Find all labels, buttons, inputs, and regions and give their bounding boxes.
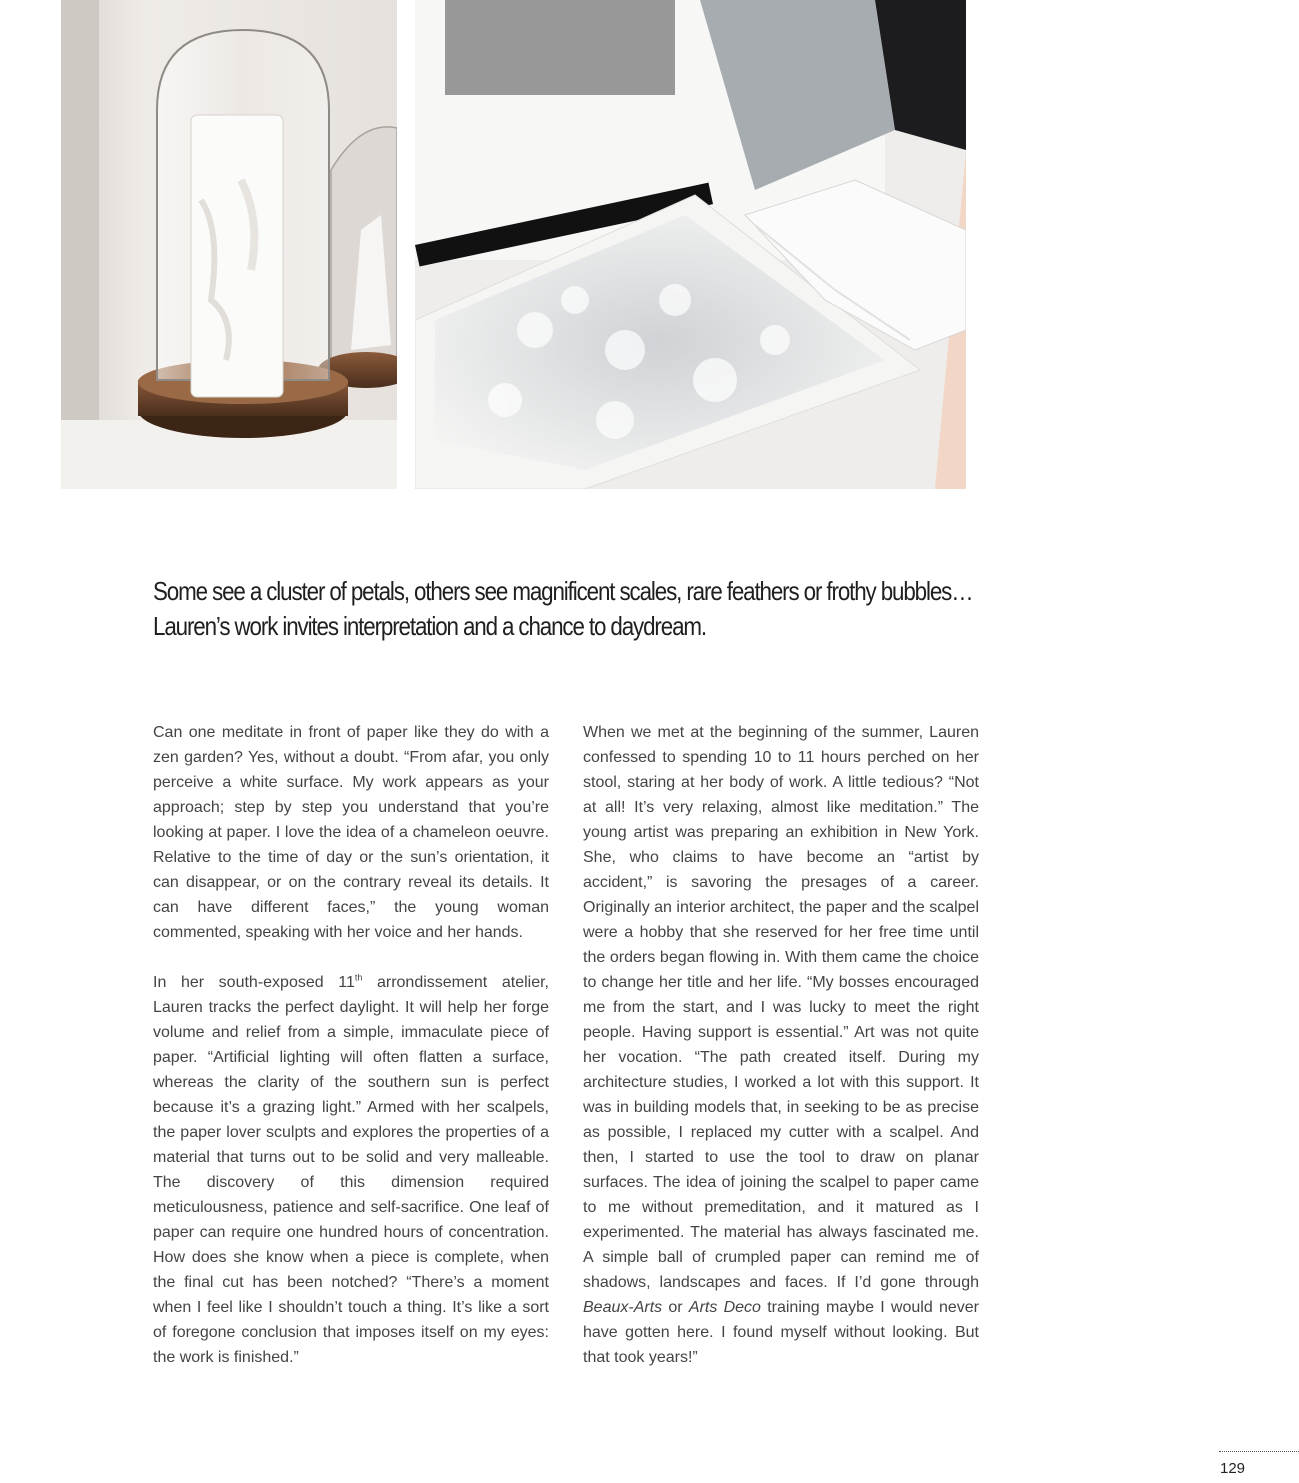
paper-artworks-illustration — [415, 0, 966, 489]
article-text: arrondissement atelier, Lauren tracks the perfect daylight. It will help her forge volume and relief from a simple, immaculate piece of paper. “Artificial lighting will often flatten a surface, whereas the clarity of the southern sun is perfect because it’s a grazing light.” Armed with her scalpels, the paper lover sculpts and explores the properties of a material that turns out to be solid and very malleable. The discovery of this dimension required meticulousness, patience and self-sacrifice. One leaf of paper can require one hundred hours of concentration. How does she know when a piece is complete, when the final cut has been notched? “There’s a moment when I feel like I shouldn’t touch a thing. It’s like a sort of foregone conclusion that imposes itself on my eyes: the work is finished.” — [153, 974, 549, 1366]
page-number: 129 — [1220, 1460, 1246, 1477]
italic-school-name: Beaux-Arts — [583, 1299, 663, 1316]
photo-paper-artworks — [415, 0, 966, 489]
dotted-rule — [1219, 1451, 1299, 1452]
glass-cloches-illustration — [61, 0, 397, 489]
article-paragraph: Can one meditate in front of paper like they do with a zen garden? Yes, without a doubt. “From afar, you only perceive a white surface. My work appears as your approach; step by step you understand that you’re looking at paper. I love the idea of a chameleon oeuvre. Relative to the time of day or the sun’s orientation, it can disappear, or on the contrary reveal its details. It can have different faces,” the young woman commented, speaking with her voice and her hands. — [153, 724, 549, 941]
photo-glass-cloches — [61, 0, 397, 489]
article-text: When we met at the beginning of the summer, Lauren confessed to spending 10 to 11 hours perched on her stool, staring at her body of work. A little tedious? “Not at all! It’s very relaxing, almost like meditation.” The young artist was preparing an exhibition in New York. She, who claims to have become an “artist by accident,” is savoring the presages of a career. Originally an interior architect, the paper and the scalpel were a hobby that she reserved for her free time until the orders began flowing in. With them came the choice to change her title and her life. “My bosses encouraged me from the start, and I was lucky to meet the right people. Having support is essential.” Art was not quite her vocation. “The path created itself. During my architecture studies, I worked a lot with this support. It was in building models that, in seeking to be as precise as possible, I replaced my cutter with a scalpel. And then, I started to use the tool to draw on planar surfaces. The idea of joining the scalpel to paper came to me without premeditation, and it matured as I experimented. The material has always fascinated me. A simple ball of crumpled paper can remind me of shadows, landscapes and faces. If I’d gone through — [583, 724, 979, 1291]
ordinal-suffix: th — [354, 972, 363, 983]
pull-quote-line-2: Lauren’s work invites interpretation and a chance to daydream. — [153, 611, 706, 641]
article-text: In her south-exposed 11 — [153, 974, 355, 991]
article-paragraph — [583, 720, 979, 1370]
article-column-right — [583, 720, 979, 1370]
page-footer — [1219, 1451, 1299, 1477]
pull-quote-line-1: Some see a cluster of petals, others see magnificent scales, rare feathers or frothy bubbles… — [153, 576, 973, 606]
article-text: or — [662, 1299, 689, 1316]
article-column-left — [153, 720, 549, 1370]
pull-quote — [153, 574, 983, 644]
italic-school-name: Arts Deco — [688, 1299, 761, 1316]
article-text: training maybe I would never have gotten here. I found myself without looking. But that took years!” — [583, 1299, 980, 1366]
article-paragraph — [153, 970, 549, 1370]
